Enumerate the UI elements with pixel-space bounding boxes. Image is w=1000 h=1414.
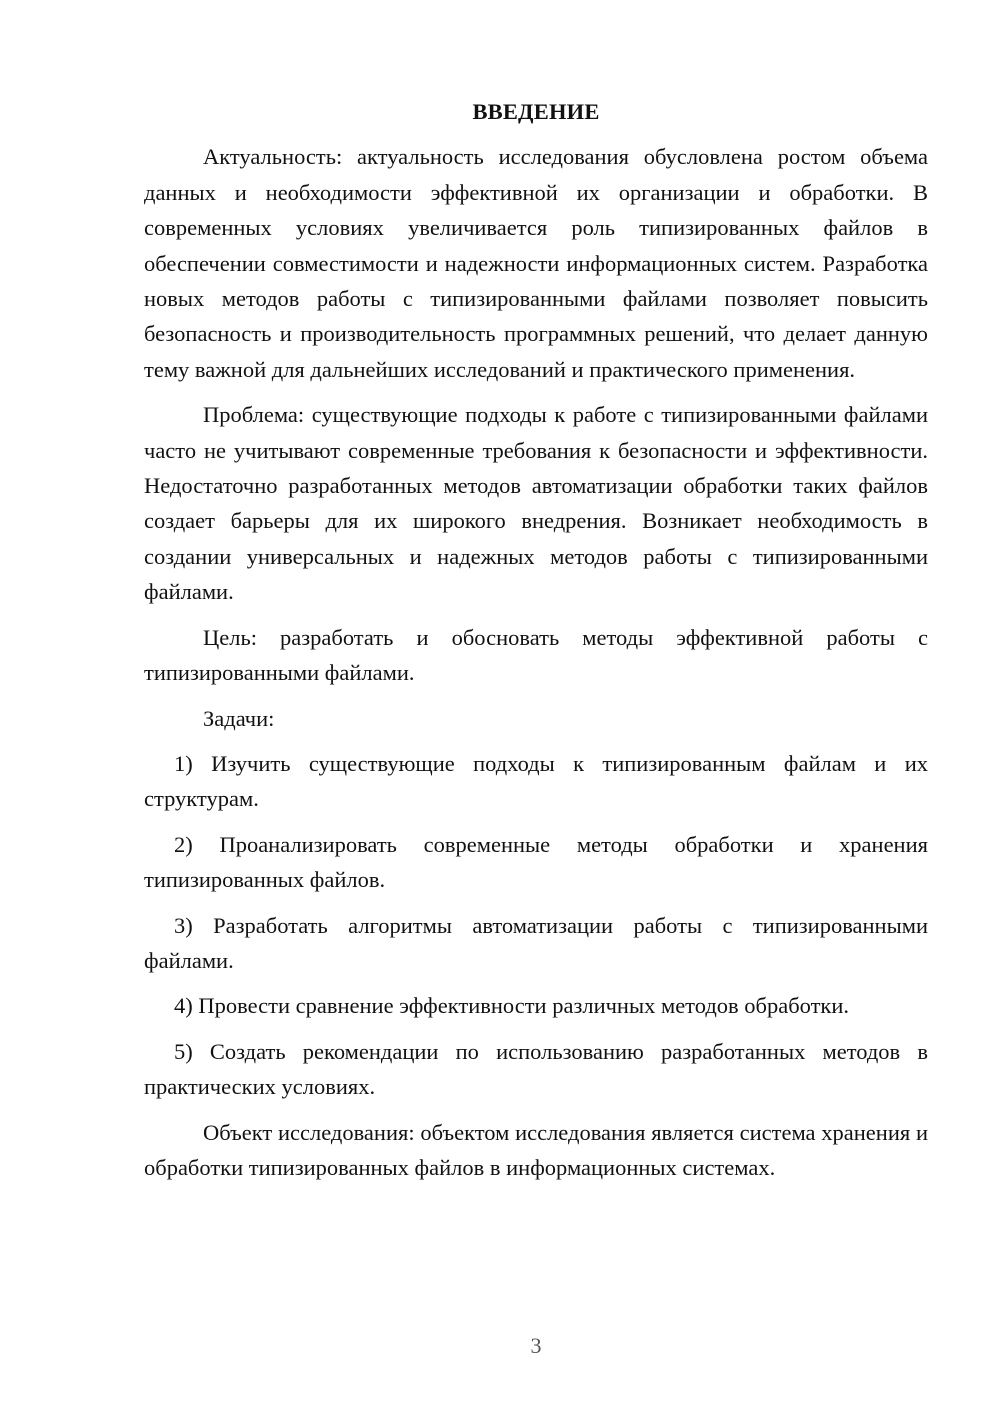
goal-paragraph: Цель: разработать и обосновать методы эффективной работы с типизированными файлами. <box>144 624 928 686</box>
relevance-paragraph: Актуальность: актуальность исследования обусловлена ростом объема данных и необходимости эффективной их организации и обработки. В современных условиях увеличивается роль типизированных файлов в обеспечении совместимости и надежности информационных систем. Разработка новых методов работы с типизированными файлами позволяет повысить безопасность и производительность программных решений, что делает данную тему важной для дальнейших исследований и практического применения. <box>144 144 928 382</box>
task-item: 2) Проанализировать современные методы обработки и хранения типизированных файлов. <box>144 831 928 893</box>
task-item: 3) Разработать алгоритмы автоматизации работы с типизированными файлами. <box>144 912 928 973</box>
page-content <box>144 94 928 1195</box>
object-paragraph: Объект исследования: объектом исследования является система хранения и обработки типизированных файлов в информационных системах. <box>144 1119 928 1180</box>
problem-paragraph: Проблема: существующие подходы к работе с типизированными файлами часто не учитывают современные требования к безопасности и эффективности. Недостаточно разработанных методов автоматизации обработки таких файлов создает барьеры для их широкого внедрения. Возникает необходимость в создании универсальных и надежных методов работы с типизированными файлами. <box>144 402 928 605</box>
tasks-label: Задачи: <box>203 705 275 731</box>
task-item: 4) Провести сравнение эффективности различных методов обработки. <box>174 993 850 1019</box>
task-item: 5) Создать рекомендации по использованию разработанных методов в практических условиях. <box>144 1038 928 1100</box>
page-number: 3 <box>530 1333 542 1358</box>
task-item: 1) Изучить существующие подходы к типизированным файлам и их структурам. <box>144 750 928 812</box>
section-title: ВВЕДЕНИЕ <box>472 99 600 124</box>
